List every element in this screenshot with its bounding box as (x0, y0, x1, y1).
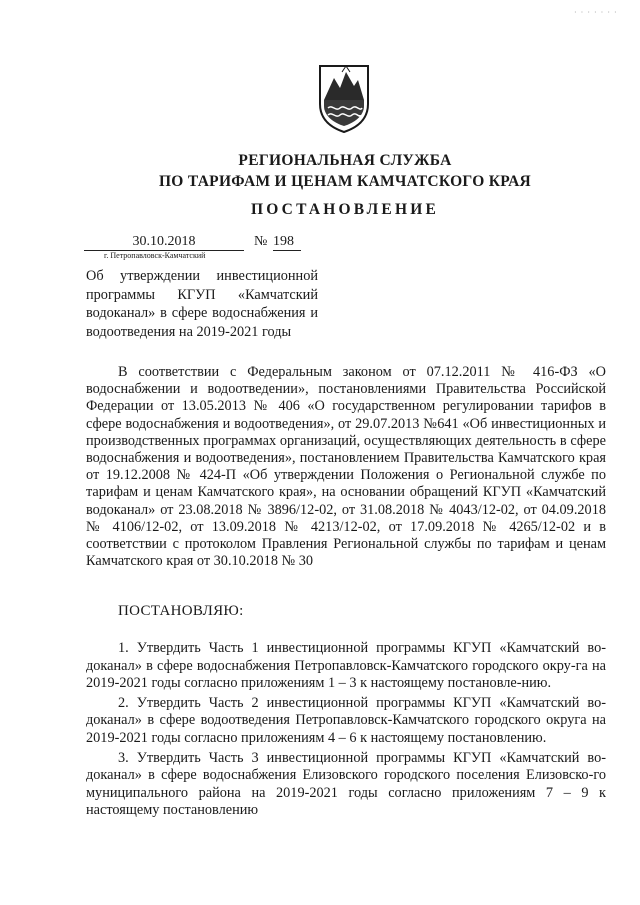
decree-item-2: 2. Утвердить Часть 2 инвестиционной программы КГУП «Камчатский во-доканал» в сфере водоотведения Петропавловск-Камчатского городского округа на 2019-2021 годы согласно приложениям 4 – 6 к настоящему постановлению. (86, 694, 606, 746)
corner-mark: · · · · · · · (574, 8, 618, 17)
decree-subject: Об утверждении инвестиционной программы КГУП «Камчатский водоканал» в сфере водоснабжения и водоотведения на 2019-2021 годы (86, 268, 318, 340)
document-type-title: ПОСТАНОВЛЕНИЕ (250, 201, 440, 218)
city-caption: г. Петропавловск-Камчатский (104, 251, 206, 260)
org-name-line1: РЕГИОНАЛЬНАЯ СЛУЖБА (238, 152, 452, 169)
decree-number: 198 (273, 233, 301, 251)
decree-word: ПОСТАНОВЛЯЮ: (118, 603, 244, 619)
number-sign: № (254, 234, 268, 249)
org-name-line2: ПО ТАРИФАМ И ЦЕНАМ КАМЧАТСКОГО КРАЯ (158, 173, 532, 190)
kamchatka-coat-of-arms-icon (316, 60, 372, 134)
decree-items-list (86, 640, 606, 822)
decree-item-3: 3. Утвердить Часть 3 инвестиционной программы КГУП «Камчатский во-доканал» в сфере водоснабжения Елизовского городского поселения Елизовско-го муниципального района на 2019-2021 годы согласно приложениям 7 – 9 к настоящему постановлению (86, 749, 606, 819)
decree-date: 30.10.2018 (84, 233, 244, 251)
decree-item-1: 1. Утвердить Часть 1 инвестиционной программы КГУП «Камчатский во-доканал» в сфере водоснабжения Петропавловск-Камчатского городского окру-га на 2019-2021 годы согласно приложениям 1 – 3 к настоящему постановле-нию. (86, 640, 606, 692)
preamble-paragraph: В соответствии с Федеральным законом от 07.12.2011 № 416-ФЗ «О водоснабжении и водоотведении», постановлениями Правительства Российской Федерации от 13.05.2013 № 406 «О государственном регулировании тарифов в сфере водоснабжения и водоотведения», от 29.07.2013 №641 «Об инвестиционных и производственных программах организаций, осуществляющих деятельность в сфере водоснабжения и водоотведения», постановлением Правительства Камчатского края от 19.12.2008 № 424-П «Об утверждении Положения о Региональной службе по тарифам и ценам Камчатского края», на основании обращений КГУП «Камчатский водоканал» от 23.08.2018 № 3896/12-02, от 31.08.2018 № 4043/12-02, от 04.09.2018 № 4106/12-02, от 13.09.2018 № 4213/12-02, от 17.09.2018 № 4265/12-02 и в соответствии с протоколом Правления Региональной службы по тарифам и ценам Камчатского края от 30.10.2018 № 30 (86, 364, 606, 570)
